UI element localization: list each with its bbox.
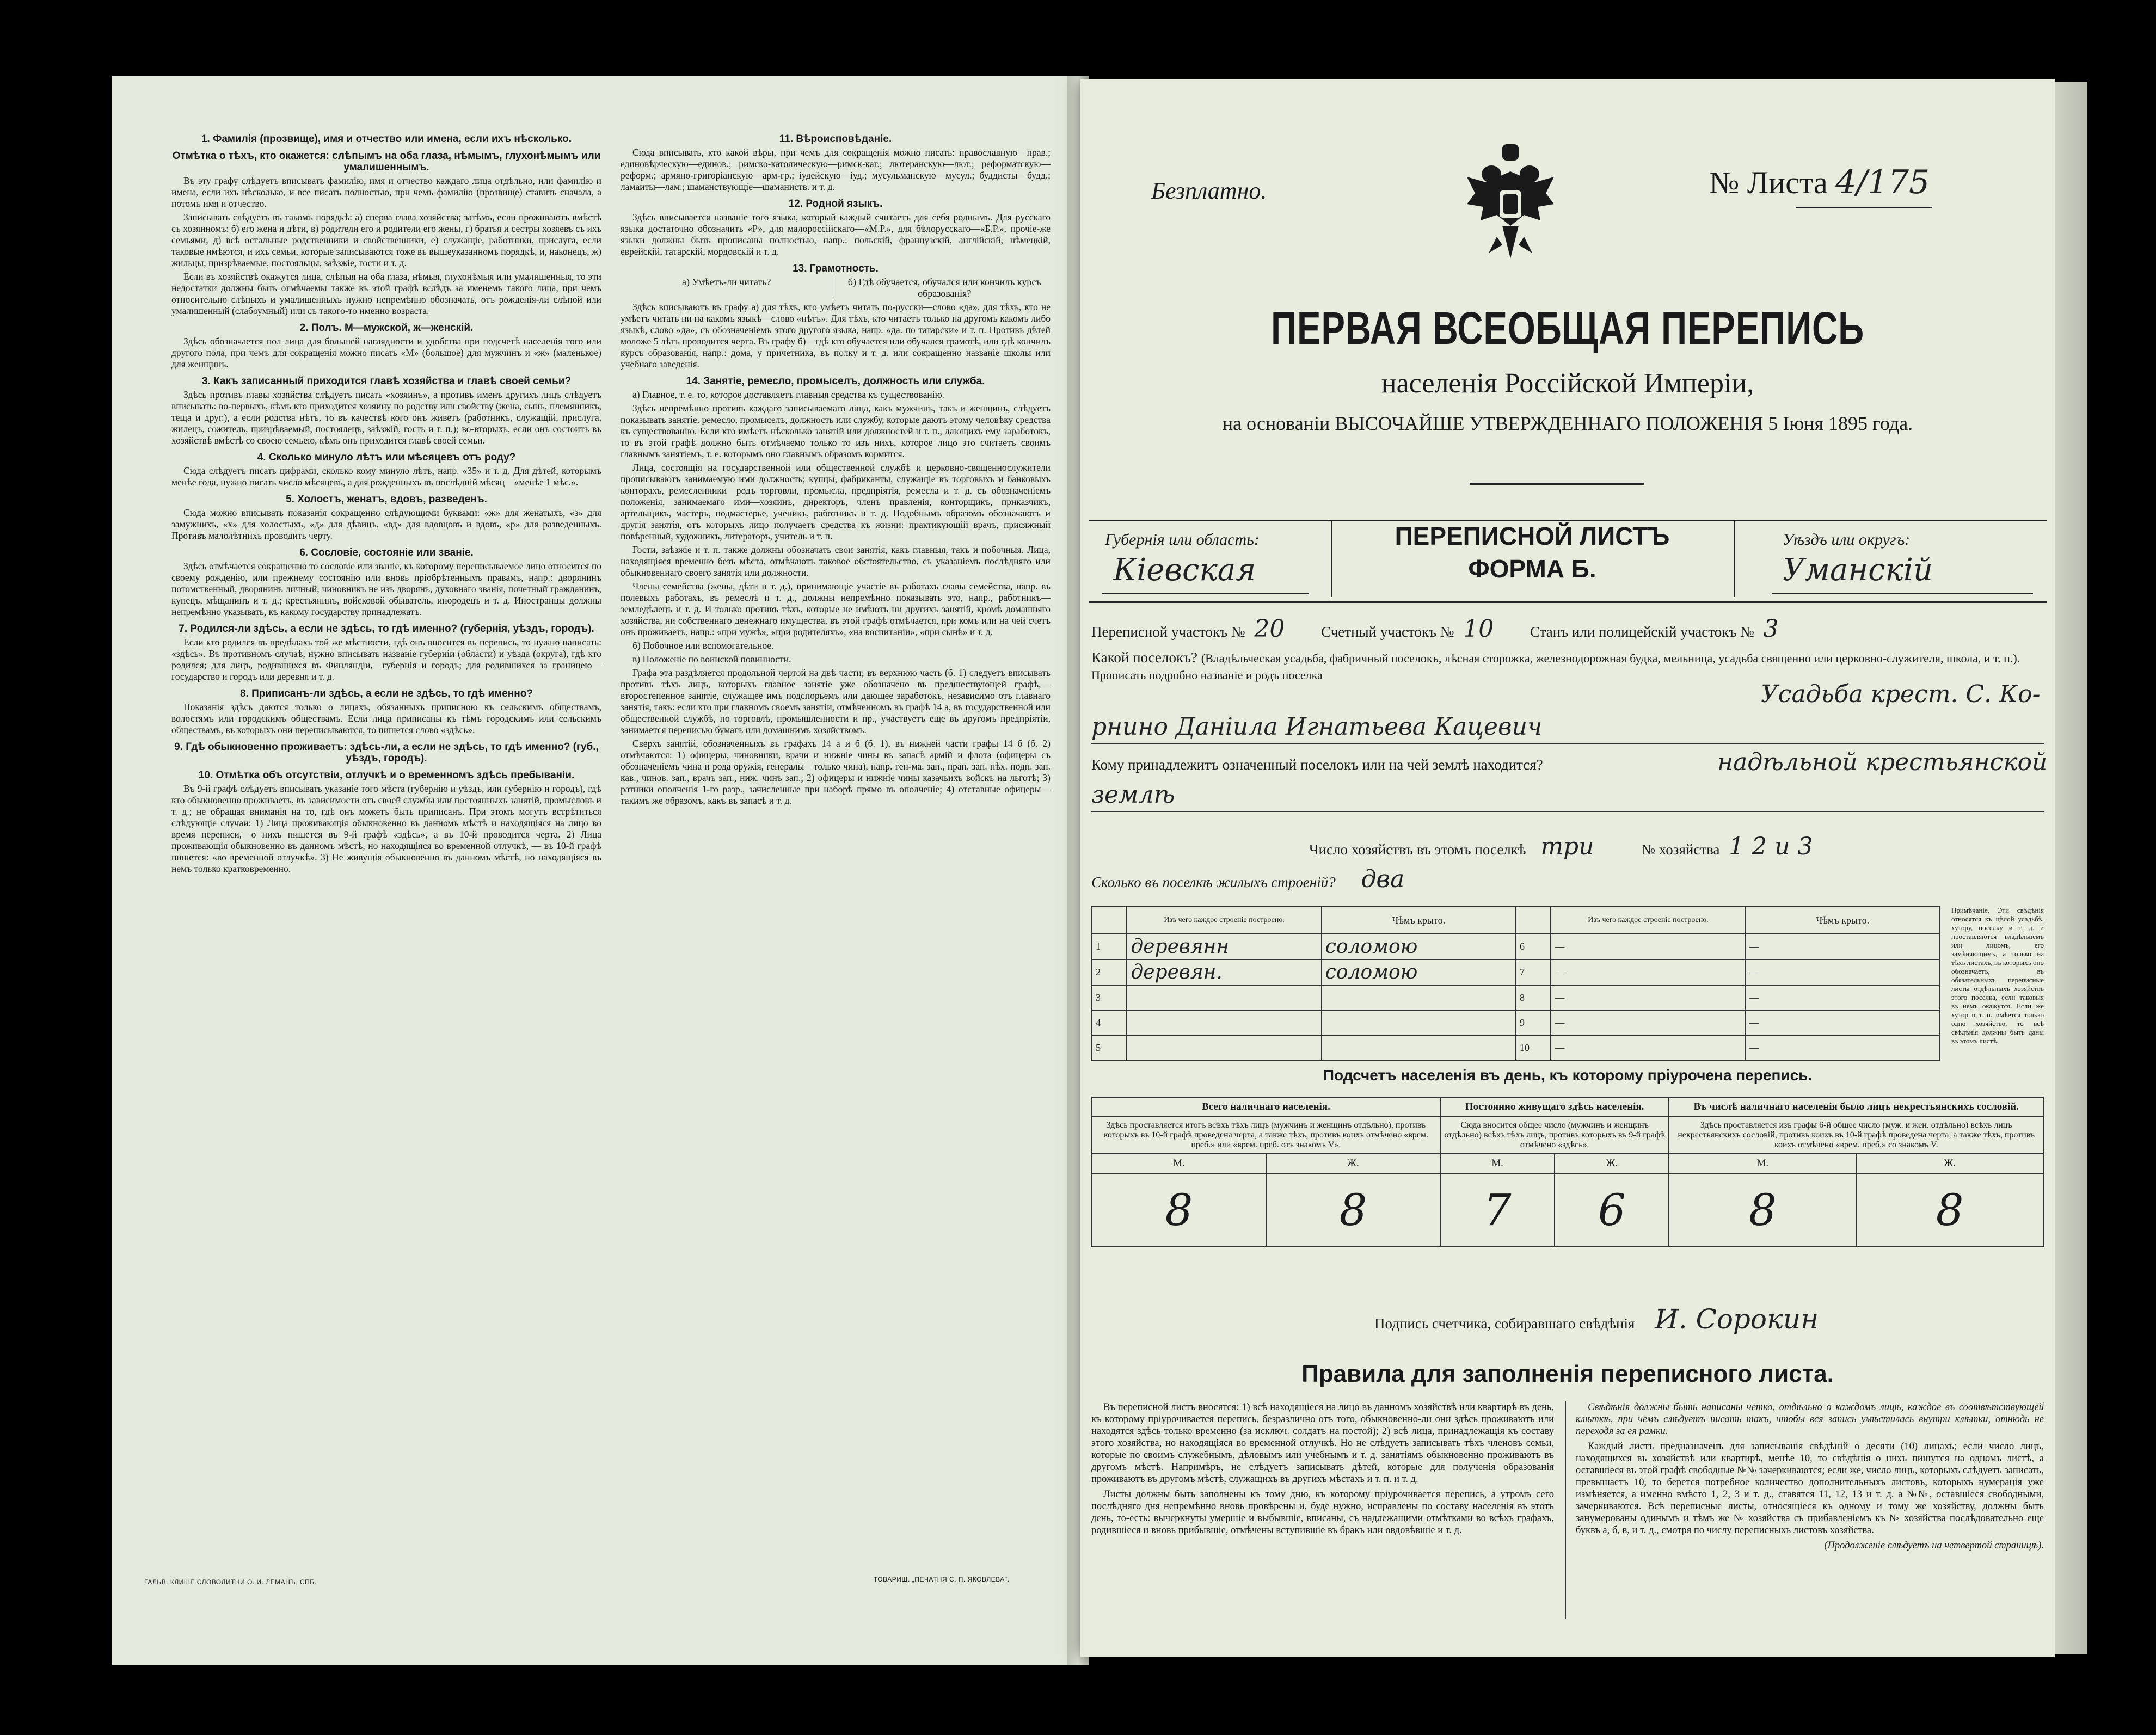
households-line — [1309, 833, 1813, 860]
paragraph: Здѣсь вписывается названіе того языка, который каждый считаетъ для себя роднымъ. Для русскаго языка достаточно обозначить «Р», для малороссійскаго—«М.Р.», для бѣлорусскаго—«Б.Р.», прочіе-же языки должны быть прописаны полностью, напр.: польскій, французскій, англійскій, нѣмецкій, еврейскій, татарскій, мордовскій и т. д. — [621, 212, 1051, 257]
signature-line — [1374, 1303, 1819, 1335]
paragraph: Гости, заѣзжіе и т. п. также должны обозначать свои занятія, какъ главныя, такъ и побочныя. Лица, находящіяся временно безъ мѣста, отмѣчаютъ таковое обстоятельство, съ указаніемъ послѣдняго или обыкновеннаго своего занятія или должности. — [621, 544, 1051, 578]
bld-n: 1 — [1092, 934, 1127, 959]
heading-1b: Отмѣтка о тѣхъ, кто окажется: слѣпымъ на оба глаза, нѣмымъ, глухонѣмымъ или умалишеннымъ. — [172, 150, 601, 173]
district-label: Уѣздъ или округъ: — [1783, 531, 1911, 549]
signature-value: И. Сорокин — [1655, 1303, 1819, 1335]
census-area-label: Переписной участокъ № — [1091, 624, 1245, 640]
underline — [1091, 743, 2044, 744]
bld-n: 10 — [1516, 1035, 1551, 1060]
heading-13: 13. Грамотность. — [793, 263, 879, 274]
heading-14: 14. Занятіе, ремесло, промыселъ, должность или служба. — [686, 376, 985, 387]
paragraph: Сюда можно вписывать показанія сокращенно слѣдующими буквами: «ж» для женатыхъ, «з» для замужнихъ, «х» для холостыхъ, «д» для дѣвицъ, «вд» для вдовцовъ и вдовъ, «р» для разведенныхъ. Противъ малолѣтнихъ проводить черту. — [171, 507, 601, 541]
owner-label: Кому принадлежитъ означенный поселокъ или на чей землѣ находится? — [1091, 756, 1543, 773]
paragraph: Лица, состоящія на государственной или общественной службѣ и церковно-священнослужители прописываютъ занимаемую ими должность; купцы, фабриканты, служащіе въ торговыхъ и банковыхъ конторахъ, ремесленники—родъ торговли, промысла, предпріятія, ремесла и т. д. съ обозначеніемъ положенія, занимаемаго ими—хозяинъ, директоръ, членъ правленія, конторщикъ, приказчикъ, артельщикъ, мастеръ, подмастерье, ученикъ, работникъ и т. д. Подобнымъ образомъ обозначаютъ и другія занятія, отъ которыхъ лицо получаетъ средства къ жизни: практикующій врачъ, присяжный повѣренный, художникъ, литераторъ, учитель и т. п. — [621, 462, 1051, 542]
divider — [1565, 1401, 1566, 1619]
bld-material: деревян. — [1127, 959, 1321, 985]
rules-paragraph: Свѣдѣнія должны быть написаны четко, отдѣльно о каждомъ лицѣ, каждое въ соотвѣтствующей клѣткѣ, при чемъ слѣдуетъ писать такъ, чтобы вся запись умѣстилась внутри клѣтки, отнюдь не переходя за ея рамки. — [1576, 1402, 2044, 1437]
paragraph: Здѣсь обозначается пол лица для большей наглядности и удобства при подсчетѣ населенія того или другого пола, при чемъ для сокращенія можно писать «М» (большое) для мужчинъ и «ж» (маленькое) для женщинъ. — [171, 336, 601, 370]
census-title: ПЕРВАЯ ВСЕОБЩАЯ ПЕРЕПИСЬ — [1271, 303, 1864, 354]
underline — [1772, 593, 2033, 594]
paragraph: Здѣсь отмѣчается сокращенно то сословіе или званіе, къ которому переписываемое лицо относится по своему рожденію, или прежнему состоянію или вновь пріобрѣтеннымъ правамъ, напр.: дворянинъ потомственный, дворянинъ личный, чиновникъ не изъ дворянъ, духовнаго званія, почетный гражданинъ, купецъ, мѣщанинъ и т. д.; крестьянинъ, войсковой обыватель, инородецъ и т. д. Иностранцы должны непремѣнно указывать, къ какому государству принадлежатъ. — [171, 561, 601, 617]
pop-head-permanent: Постоянно живущаго здѣсь населенія. — [1440, 1097, 1669, 1117]
bld-n: 9 — [1516, 1010, 1551, 1035]
pop-desc-nonpeasant: Здѣсь проставляется изъ графы 6-й общее число (муж. и жен. отдѣльно) всѣхъ лицъ некрестьянскихъ сословій, противъ коихъ въ 10-й графѣ проведена черта, а также тѣхъ, противъ коихъ отмѣчено «врем. преб.» со знакомъ V. — [1669, 1117, 2043, 1154]
household-no-value: 1 2 и 3 — [1729, 833, 1813, 860]
paragraph: Въ 9-й графѣ слѣдуетъ вписывать указаніе того мѣста (губернію и уѣздъ, или губернію и городъ), гдѣ кто обыкновенно проживаетъ, въ зависимости отъ своей службы или постоянныхъ занятій, промысловъ и т. д.; не обращая вниманія на то, гдѣ онъ можетъ быть приписанъ. При этомъ могутъ встрѣтиться слѣдующіе случаи: 1) Лица проживающія обыкновенно въ данномъ мѣстѣ и находящіяся на лицо во время переписи,—о нихъ пишется въ 9-й графѣ «здѣсь», а въ 10-й проводится черта. 2) Лица проживающія обыкновенно въ данномъ мѣстѣ, но находящіяся во временной отлучкѣ, — въ 10-й графѣ пишется: «во временной отлучкѣ». 3) Не живущія обыкновенно въ данномъ мѣстѣ, но находящіяся въ немъ только кратковременно. — [171, 783, 601, 874]
bld-n: 6 — [1516, 934, 1551, 959]
settlement-value-2: рнино Даніила Игнатьева Кацевич — [1091, 713, 1543, 741]
stan-label: Станъ или полицейскій участокъ № — [1530, 624, 1754, 640]
heading-12: 12. Родной языкъ. — [788, 198, 883, 210]
paragraph: Показанія здѣсь даются только о лицахъ, обязанныхъ приписною къ сельскимъ обществамъ, волостямъ или городскимъ обществамъ. Если лица приписаны къ тѣмъ городскимъ или сельскимъ обществамъ, въ которыхъ они переписываются, то пишется слово «здѣсь». — [171, 702, 601, 735]
heading-1: 1. Фамилія (прозвище), имя и отчество или имена, если ихъ нѣсколько. — [201, 133, 572, 145]
divider — [1470, 483, 1644, 485]
heading-7: 7. Родился-ли здѣсь, а если не здѣсь, то гдѣ именно? (губернія, уѣздъ, городъ). — [179, 623, 594, 635]
paragraph: Здѣсь вписываютъ въ графу а) для тѣхъ, кто умѣетъ читать по-русски—слово «да», для тѣхъ, кто не умѣетъ читать ни на какомъ языкѣ—слово «нѣтъ». Для тѣхъ, кто читаетъ только на другомъ какомъ либо языкѣ, слово «да», съ обозначеніемъ этого другого языка, напр. «да. по татарски» и т. п. Противъ дѣтей моложе 5 лѣтъ проводится черта. Въ графу б)—гдѣ кто обучается или обучался грамотѣ, или гдѣ кончилъ курсъ образованія, напр.: дома, у причетника, въ полку и т. д. или сокращенно названіе школы или учебнаго заведенія. — [621, 302, 1051, 370]
pop-desc-permanent: Сюда вносится общее число (мужчинъ и женщинъ отдѣльно) всѣхъ тѣхъ лицъ, противъ которыхъ въ 9-й графѣ отмѣчено «здѣсь». — [1440, 1117, 1669, 1154]
paragraph: Здѣсь непремѣнно противъ каждаго записываемаго лица, какъ мужчинъ, такъ и женщинъ, слѣдуетъ показывать занятіе, ремесло, промыселъ, должность или службу, которые даютъ этому человѣку средства къ существованію. Если кто имѣетъ нѣсколько занятій или должностей и т. п., дающихъ ему заработокъ, то въ этой графѣ должно быть отмѣчаемо только то изъ нихъ, которое лицо это считаетъ своимъ главнымъ занятіемъ, т. е. которымъ оно главнымъ образомъ кормится. — [621, 403, 1051, 459]
heading-4: 4. Сколько минуло лѣтъ или мѣсяцевъ отъ роду? — [257, 452, 516, 463]
divider — [1734, 521, 1735, 597]
left-column-1 — [171, 128, 601, 877]
population-table — [1091, 1097, 2044, 1247]
province-value: Кіевская — [1113, 552, 1256, 588]
underline — [1102, 593, 1309, 594]
rules-right-column — [1576, 1401, 2044, 1555]
form-title-line2: ФОРМА Б. — [1468, 555, 1596, 583]
right-page — [1080, 79, 2055, 1657]
page-edge — [2055, 82, 2087, 1654]
pop-value: 6 — [1555, 1173, 1669, 1246]
underline — [1091, 811, 2044, 812]
stan-value: 3 — [1763, 615, 1779, 643]
pop-desc-total: Здѣсь проставляется итогъ всѣхъ тѣхъ лицъ (мужчинъ и женщинъ отдѣльно), противъ которыхъ въ 10-й графѣ проведена черта, а также тѣхъ, противъ коихъ отмѣчено «врем. преб.» или «врем. преб. отъ знакомъ V». — [1092, 1117, 1440, 1154]
free-label: Безплатно. — [1151, 177, 1267, 204]
rules-paragraph: Каждый листъ предназначенъ для записыванія свѣдѣній о десяти (10) лицахъ; если число лицъ, находящихся въ хозяйствѣ или квартирѣ, менѣе 10, то свѣдѣнія о нихъ пишутся на одномъ листѣ, а оставшіеся въ этой графѣ свободные №№ зачеркиваются; если же, число лицъ, которыхъ слѣдуетъ записать, превышаетъ 10, то берется потребное количество дополнительныхъ листовъ, которыхъ нумерація уже измѣняется, а именно вмѣсто 1, 2, 3 и т. д., ставятся 11, 12, 13 и т. д. а №№, оставшіеся свободными, зачеркиваются. Всѣ переписные листы, относящіеся къ одному и тому же хозяйству, должны быть занумерованы одинымъ и тѣмъ же № хозяйства съ прибавленіемъ къ № хозяйства послѣдовательно еще буквъ а, б, в, и т. д., смотря по числу переписныхъ листовъ хозяйства. — [1576, 1441, 2044, 1536]
form-title-line1: ПЕРЕПИСНОЙ ЛИСТЪ — [1395, 522, 1670, 550]
rules-continued: (Продолженіе слѣдуетъ на четвертой страницѣ). — [1824, 1540, 2044, 1551]
rules-paragraph: Въ переписной листъ вносятся: 1) всѣ находящіеся на лицо въ данномъ хозяйствѣ или квартирѣ въ день, къ которому пріурочивается перепись, безразлично отъ того, обыкновенно-ли они здѣсь проживаютъ или находятся здѣсь только временно (за исключ. солдатъ на постой); 2) всѣ лица, принадлежащія къ составу этого хозяйства, но находящіяся во временной отлучкѣ. Но не слѣдуетъ записывать тѣхъ членовъ семьи, которые по своимъ служебнымъ, дѣловымъ или учебнымъ и т. д. занятіямъ обыкновенно проживаютъ въ другомъ мѣстѣ. Напримѣръ, не слѣдуетъ записывать дѣтей, которые для полученія образованія проживаютъ въ другомъ мѣстѣ, служащихъ въ другихъ мѣстахъ и т. п. и т. д. — [1091, 1402, 1554, 1485]
paragraph: б) Побочное или вспомогательное. — [632, 640, 774, 651]
count-area-label: Счетный участокъ № — [1321, 624, 1454, 640]
female-header: Ж. — [1266, 1154, 1440, 1173]
pop-head-nonpeasant: Въ числѣ наличнаго населенія было лицъ некрестьянскихъ сословій. — [1669, 1097, 2043, 1117]
bld-n: 3 — [1092, 985, 1127, 1010]
census-area-line — [1091, 615, 1779, 643]
population-title: Подсчетъ населенія въ день, къ которому пріурочена перепись. — [1323, 1067, 1813, 1084]
census-area-value: 20 — [1254, 615, 1285, 643]
bld-n: 7 — [1516, 959, 1551, 985]
bld-roof: соломою — [1322, 959, 1516, 985]
heading-2: 2. Полъ. М—мужской, ж—женскій. — [299, 322, 474, 334]
bld-n: 2 — [1092, 959, 1127, 985]
bld-head-material: Изъ чего каждое строеніе построено. — [1127, 907, 1321, 934]
census-basis: на основаніи ВЫСОЧАЙШЕ УТВЕРЖДЕННАГО ПОЛОЖЕНІЯ 5 Іюня 1895 года. — [1222, 413, 1913, 434]
buildings-table: Изъ чего каждое строеніе построено. Чѣмъ крыто. Изъ чего каждое строеніе построено. Чѣмъ крыто. 1 деревянн соломою 6 — — 2 деревян. соломою 7 — — 3 8 — — 4 9 — — 5 10 — — — [1091, 906, 1940, 1061]
settlement-value-1: Усадьба крест. С. Ко- — [1761, 680, 2041, 708]
buildings-note: Примѣчаніе. Эти свѣдѣнія относятся къ цѣлой усадьбѣ, хутору, поселку и т. д. и проставляются владѣльцемъ или лицомъ, его замѣняющимъ, а только на тѣхъ листахъ, въ которыхъ оно обозначаетъ, въ обязательныхъ переписные листы отдѣльныхъ хозяйствъ этого поселка, если таковыя въ немъ окажутся. Если же хутор и т. п. имѣется только одно хозяйство, то всѣ свѣдѣнія должны быть даны въ этомъ листѣ. — [1951, 906, 2044, 1045]
buildings-value: два — [1361, 865, 1405, 893]
female-header: Ж. — [1856, 1154, 2043, 1173]
paragraph: Здѣсь противъ главы хозяйства слѣдуетъ писать «хозяинъ», а противъ именъ другихъ лицъ слѣдуетъ вписывать: во-первыхъ, кѣмъ кто приходится хозяину по родству или свойству (жена, сынъ, племянникъ, теща и друг.), а если родства нѣтъ, то въ качествѣ кого онъ живетъ (работникъ, служащій, прислуга, жилецъ, сожитель, призрѣваемый, постоялецъ, заѣзжій, гость и т. п.); во-вторыхъ, если онъ состоитъ въ хозяйствѣ вмѣстѣ со своею семьею, кѣмъ онъ приходится главѣ своей семьи. — [171, 389, 601, 446]
owner-value-2: землѣ — [1091, 781, 1175, 809]
heading-10: 10. Отмѣтка объ отсутствіи, отлучкѣ и о временномъ здѣсь пребываніи. — [198, 770, 575, 781]
pop-value: 8 — [1092, 1173, 1266, 1246]
rules-paragraph: Листы должны быть заполнены къ тому дню, къ которому пріурочивается перепись, а утромъ сего послѣдняго дня непремѣнно вновь провѣрены и, буде нужно, исправлены по составу населенія въ этотъ день, то-есть: вычеркнуты умершіе и выбывшіе, вписаны, съ надлежащими отмѣтками во всѣхъ графахъ, родившіеся и вновь прибывшіе, отмѣчены вступившіе въ бракъ или овдовѣвшіе и т. д. — [1091, 1489, 1554, 1536]
divider — [1331, 521, 1332, 597]
bld-n: 5 — [1092, 1035, 1127, 1060]
buildings-label: Сколько въ поселкѣ жилыхъ строеній? — [1091, 874, 1336, 890]
sheet-number — [1709, 163, 1930, 201]
bld-head-roof: Чѣмъ крыто. — [1322, 907, 1516, 934]
household-no-label: № хозяйства — [1641, 841, 1720, 858]
heading-3: 3. Какъ записанный приходится главѣ хозяйства и главѣ своей семьи? — [201, 376, 572, 387]
owner-value-1: надѣльной крестьянской — [1717, 748, 2048, 776]
bld-n: 4 — [1092, 1010, 1127, 1035]
heading-11: 11. Вѣроисповѣданіе. — [779, 133, 892, 145]
paragraph: Если кто родился въ предѣлахъ той же мѣстности, гдѣ онъ вносится въ перепись, то нужно написать: «здѣсь». Въ противномъ случаѣ, нужно вписывать названіе губерніи (области) и уѣзда (округа), гдѣ кто родился; для лицъ, родившихся въ Финляндіи,—губернія и городъ; для родившихся за границею—государство и городъ или деревня и т. д. — [171, 637, 601, 682]
heading-8: 8. Приписанъ-ли здѣсь, а если не здѣсь, то гдѣ именно? — [240, 688, 533, 699]
printer-credit-left: ГАЛЬВ. КЛИШЕ СЛОВОЛИТНИ О. И. ЛЕМАНЪ, СПБ. — [144, 1578, 317, 1586]
underline — [1796, 207, 1932, 208]
signature-label: Подпись счетчика, собиравшаго свѣдѣнія — [1374, 1315, 1635, 1332]
settlement-label: Какой поселокъ? — [1091, 649, 1198, 666]
settlement-line — [1091, 649, 2044, 683]
count-area-value: 10 — [1463, 615, 1494, 643]
households-label: Число хозяйствъ въ этомъ поселкѣ — [1309, 841, 1526, 858]
bld-material: деревянн — [1127, 934, 1321, 959]
pop-value: 8 — [1856, 1173, 2043, 1246]
district-value: Уманскій — [1783, 552, 1933, 588]
left-column-2 — [621, 128, 1051, 809]
pop-value: 8 — [1669, 1173, 1856, 1246]
pop-value: 8 — [1266, 1173, 1440, 1246]
pop-head-total: Всего наличнаго населенія. — [1092, 1097, 1440, 1117]
bld-n: 8 — [1516, 985, 1551, 1010]
bld-roof: соломою — [1322, 934, 1516, 959]
paragraph: Графа эта раздѣляется продольной чертой на двѣ части; въ верхнюю часть (б. 1) следуетъ вписывать противъ тѣхъ лицъ, которыхъ главное занятіе уже обозначено въ предшествующей графѣ,—второстепенное занятіе, служащее имъ подспорьемъ или дающее заработокъ, независимо отъ главнаго занятія, такъ: если кто при главномъ своемъ занятіи, отмѣченномъ въ графѣ 14 а, въ государственной или общественной службѣ, по торговлѣ, промышленности и пр., участвуетъ еще въ другомъ предпріятіи, занимается переписью бумагъ или домашнимъ хозяйствомъ. — [621, 667, 1051, 735]
households-value: три — [1540, 833, 1594, 860]
female-header: Ж. — [1555, 1154, 1669, 1173]
paragraph: Если въ хозяйствѣ окажутся лица, слѣпыя на оба глаза, нѣмыя, глухонѣмыя или умалишенныя, то эти недостатки должны быть отмѣчаемы также въ этой графѣ вслѣдъ за именемъ такого лица, при чемъ относительно слѣпыхъ и умалишенныхъ нужно непремѣнно обозначать, отъ рожденія-ли слѣпой или умалишенный (слабоумный) или съ такого-то именно возраста. — [171, 271, 601, 316]
rules-left-column — [1091, 1401, 1554, 1540]
heading-9: 9. Гдѣ обыкновенно проживаетъ: здѣсь-ли, а если не здѣсь, то гдѣ именно? (губ., уѣздъ, городъ). — [174, 741, 599, 764]
heading-13a: а) Умѣетъ-ли читать? — [621, 276, 833, 299]
paragraph: Сюда слѣдуетъ писать цифрами, сколько кому минуло лѣтъ, напр. «35» и т. д. Для дѣтей, которымъ менѣе года, нужно писать число мѣсяцевъ, а для рожденныхъ въ послѣдній мѣсяц—«менѣе 1 мѣс.». — [171, 465, 601, 488]
pop-value: 7 — [1440, 1173, 1555, 1246]
paragraph: в) Положеніе по воинской повинности. — [632, 654, 791, 665]
male-header: М. — [1440, 1154, 1555, 1173]
printer-credit-right: ТОВАРИЩ. „ПЕЧАТНЯ С. П. ЯКОВЛЕВА". — [874, 1576, 1010, 1583]
paragraph: Въ эту графу слѣдуетъ вписывать фамилію, имя и отчество каждаго лица отдѣльно, или фамилію и имена, если ихъ нѣсколько, и все писать полностью, при чемъ фамилію (прозвище) ставить сначала, а потомъ имя и отчество. — [171, 175, 601, 209]
form-title — [1342, 520, 1723, 585]
bld-head-roof-2: Чѣмъ крыто. — [1746, 907, 1940, 934]
buildings-line — [1091, 865, 1404, 893]
male-header: М. — [1092, 1154, 1266, 1173]
double-headed-eagle-icon — [1464, 144, 1557, 269]
sheet-number-value: 4/175 — [1835, 163, 1930, 201]
settlement-hint: (Владѣльческая усадьба, фабричный поселокъ, лѣсная сторожка, железнодорожная будка, мельница, усадьба священно или церковно-служителя, школа, и т. п.). Прописать подробно названіе и родъ поселка — [1091, 651, 2020, 682]
sheet-label: № Листа — [1709, 165, 1828, 200]
divider — [1089, 601, 2047, 603]
province-label: Губернія или область: — [1105, 531, 1260, 549]
rules-title: Правила для заполненія переписного листа. — [1301, 1361, 1834, 1387]
paragraph: Сюда вписывать, кто какой вѣры, при чемъ для сокращенія можно писать: православную—прав.; единовѣрческую—единов.; римско-католическую—римск-кат.; лютеранскую—лют.; реформатскую—реформ.; армяно-григоріанскую—арм-гр.; іудейскую—іуд.; мусульманскую—мусул.; буддисты—будд.; ламаиты—лам.; шаманствующіе—шаманиств. и т. д. — [621, 147, 1051, 192]
paragraph: Члены семейства (жены, дѣти и т. д.), принимающіе участіе въ работахъ главы семейства, напр. въ полевыхъ работахъ, въ ремеслѣ и т. д., должны непремѣнно показывать это, напр., работникъ—земледѣлецъ и т. д. И только противъ тѣхъ, которые не имѣютъ ни другихъ занятій, кромѣ домашняго хозяйства, ни собственнаго денежнаго имущества, въ этой графѣ отмѣчается, при комъ или на чей счетъ онъ проживаетъ, напр.: «при мужѣ», «при родителяхъ», «на воспитаніи», «при сынѣ» и т. д. — [621, 581, 1051, 637]
heading-13b: б) Гдѣ обучается, обучался или кончилъ курсъ образованія? — [847, 276, 1041, 299]
paragraph: Записывать слѣдуетъ въ такомъ порядкѣ: а) сперва глава хозяйства; затѣмъ, если проживаютъ вмѣстѣ съ хозяиномъ: б) его жена и дѣти, в) родители его и родители его жены, г) братья и сестры хозяевъ съ ихъ семьями, д) всѣ остальные родственники и свойственники, е) служащіе, работники, прислуга, если таковые имѣются, и ихъ семьи, которые записываются тоже въ вышеуказанномъ порядкѣ, и, наконецъ, ж) жильцы, призрѣваемые, постояльцы, заѣзжіе, гости и т. д. — [171, 212, 601, 268]
heading-6: 6. Сословіе, состояніе или званіе. — [299, 547, 474, 558]
heading-5: 5. Холостъ, женатъ, вдовъ, разведенъ. — [286, 494, 487, 505]
male-header: М. — [1669, 1154, 1856, 1173]
paragraph: Сверхъ занятій, обозначенныхъ въ графахъ 14 а и б (б. 1), въ нижней части графы 14 б (б. 2) отмѣчаются: 1) офицеры, чиновники, врачи и нижніе чины въ запасѣ армій и флота (офицеры съ обозначеніемъ чина и рода оружія, генералы—только чина), напр. ген-ма. зап., прап. зап. пѣх. подп. зап. кав., чинов. зап., врачъ зап., ниж. чинъ зап.; 2) офицеры и нижніе чины казачьихъ войскъ на льготѣ; 3) ратники ополченія 1-го разр., зачисленные при наборѣ прямо въ ополченіе; 4) отставные офицеры—такимъ же образомъ, какъ въ запасѣ и т. д. — [621, 738, 1051, 806]
left-page — [112, 76, 1075, 1665]
paragraph: а) Главное, т. е. то, которое доставляетъ главныя средства къ существованію. — [632, 389, 945, 400]
census-subtitle: населенія Россійской Имперіи, — [1381, 368, 1754, 399]
bld-head-material-2: Изъ чего каждое строеніе построено. — [1551, 907, 1745, 934]
